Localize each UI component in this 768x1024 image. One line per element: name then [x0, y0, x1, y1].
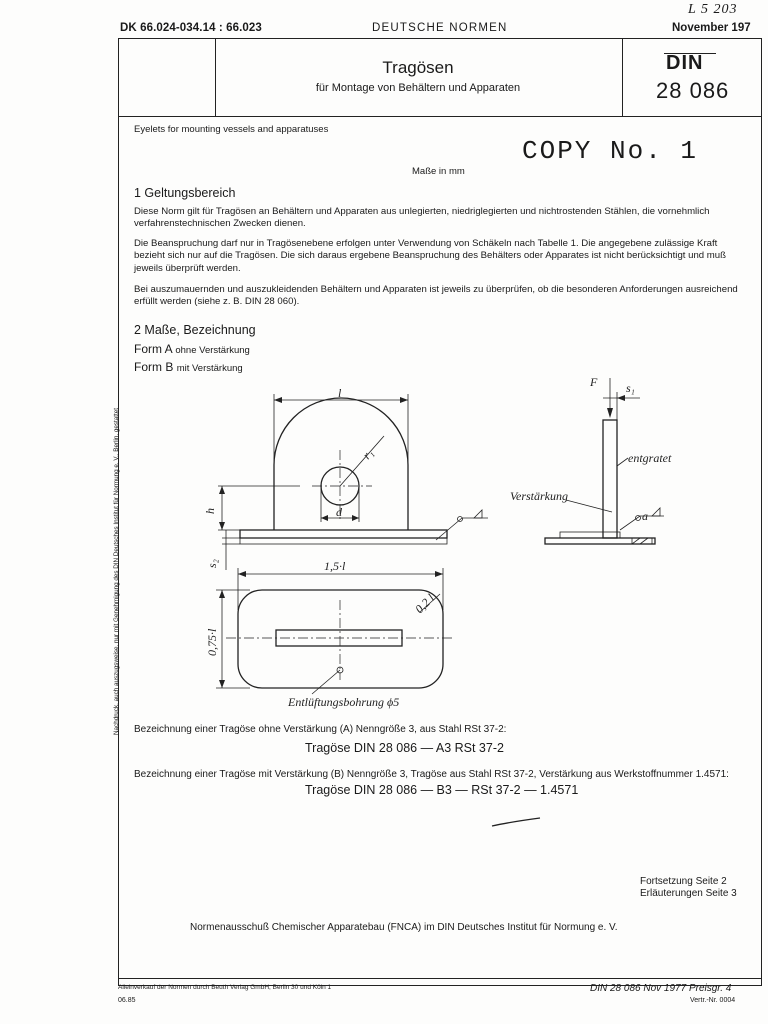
dim-label-d: d	[336, 505, 342, 519]
eyelet-plan-view	[216, 568, 452, 694]
form-a-text: ohne Verstärkung	[175, 345, 250, 356]
dim-label-0-75l: 0,75·l	[205, 628, 219, 656]
pen-mark	[492, 818, 540, 826]
eyelet-front-view	[218, 394, 488, 570]
footer-print-date: 06.85	[118, 997, 136, 1004]
section-2-heading: 2 Maße, Bezeichnung	[134, 323, 256, 337]
designation-example-1-text: Bezeichnung einer Tragöse ohne Verstärkung (A) Nenngröße 3, aus Stahl RSt 37-2:	[134, 724, 507, 735]
page-title: Tragösen	[382, 58, 454, 77]
footer-reference: DIN 28 086 Nov 1977 Preisgr. 4	[590, 983, 732, 994]
dim-label-l: l	[338, 386, 342, 400]
dim-label-s2: s₂	[205, 559, 219, 568]
section-1-paragraph-1: Diese Norm gilt für Tragösen an Behältern und Apparaten aus unlegierten, niedriglegierten und nichtrostenden Stählen, die vornehmlich verfahrenstechnischen Zwecken dienen.	[134, 206, 710, 230]
footer-vertrieb-number: Vertr.-Nr. 0004	[690, 997, 736, 1004]
form-b-text: mit Verstärkung	[176, 363, 243, 374]
entgratet-label: entgratet	[628, 451, 672, 465]
designation-example-2: Tragöse DIN 28 086 — B3 — RSt 37-2 — 1.4571	[305, 783, 579, 797]
dim-label-0-2l: 0,2 l	[412, 591, 438, 617]
section-1-paragraph-2: Die Beanspruchung darf nur in Tragösenebene erfolgen unter Verwendung von Schäkeln nach Tabelle 1. Die angegebene zulässige Kraft bezieht sich nur auf die Tragösen. Die sich daraus ergebene Beanspruchung des Behälters oder Apparates ist nicht berücksichtigt und muß jeweils überprüft werden.	[134, 238, 726, 274]
reprint-side-note: Nachdruck, auch auszugsweise, nur mit Genehmigung des DIN Deutsches Institut für Normung e. V., Berlin, gestattet	[113, 407, 120, 735]
din-number: 28 086	[656, 78, 730, 103]
force-label: F	[590, 375, 598, 389]
section-1-heading: 1 Geltungsbereich	[134, 186, 236, 200]
designation-example-1: Tragöse DIN 28 086 — A3 RSt 37-2	[305, 741, 504, 755]
dim-label-h: h	[203, 508, 217, 514]
handwritten-note: L 5 203	[688, 2, 738, 17]
form-a-label: Form A	[134, 342, 173, 356]
issue-date: November 197	[672, 22, 751, 34]
page-subtitle: für Montage von Behältern und Apparaten	[315, 82, 521, 94]
copy-stamp: COPY No. 1	[522, 136, 699, 166]
weld-label-a: a	[642, 509, 648, 523]
continuation-page-2: Fortsetzung Seite 2	[640, 876, 727, 887]
section-1-paragraph-3: Bei auszumauernden und auszukleidenden Behältern und Apparaten ist jeweils zu überprüfen, ob die besonderen Anforderungen ausreichend erfüllt werden (siehe z. B. DIN 28 060).	[134, 284, 738, 308]
series-label: DEUTSCHE NORMEN	[372, 22, 508, 34]
vent-hole-label: Entlüftungsbohrung ϕ5	[288, 695, 400, 709]
units-note: Maße in mm	[412, 166, 465, 177]
dim-label-s1: s₁	[626, 381, 635, 395]
continuation-page-3: Erläuterungen Seite 3	[640, 888, 737, 899]
designation-example-2-text: Bezeichnung einer Tragöse mit Verstärkung (B) Nenngröße 3, Tragöse aus Stahl RSt 37-2, Verstärkung aus Werkstoffnummer 1.4571:	[134, 769, 729, 780]
form-b-label: Form B	[134, 360, 174, 374]
english-title: Eyelets for mounting vessels and apparatuses	[134, 124, 329, 135]
din-logo: DIN	[666, 52, 704, 74]
dim-label-1-5l: 1,5·l	[324, 559, 346, 573]
committee-line: Normenausschuß Chemischer Apparatebau (FNCA) im DIN Deutsches Institut für Normung e. V.	[190, 922, 618, 933]
classification-code: DK 66.024-034.14 : 66.023	[120, 22, 262, 34]
footer-sales-note: Alleinverkauf der Normen durch Beuth Verlag GmbH, Berlin 30 und Köln 1	[118, 984, 332, 991]
dim-label-r1: r₁	[359, 446, 376, 462]
verstaerkung-label: Verstärkung	[510, 489, 568, 503]
